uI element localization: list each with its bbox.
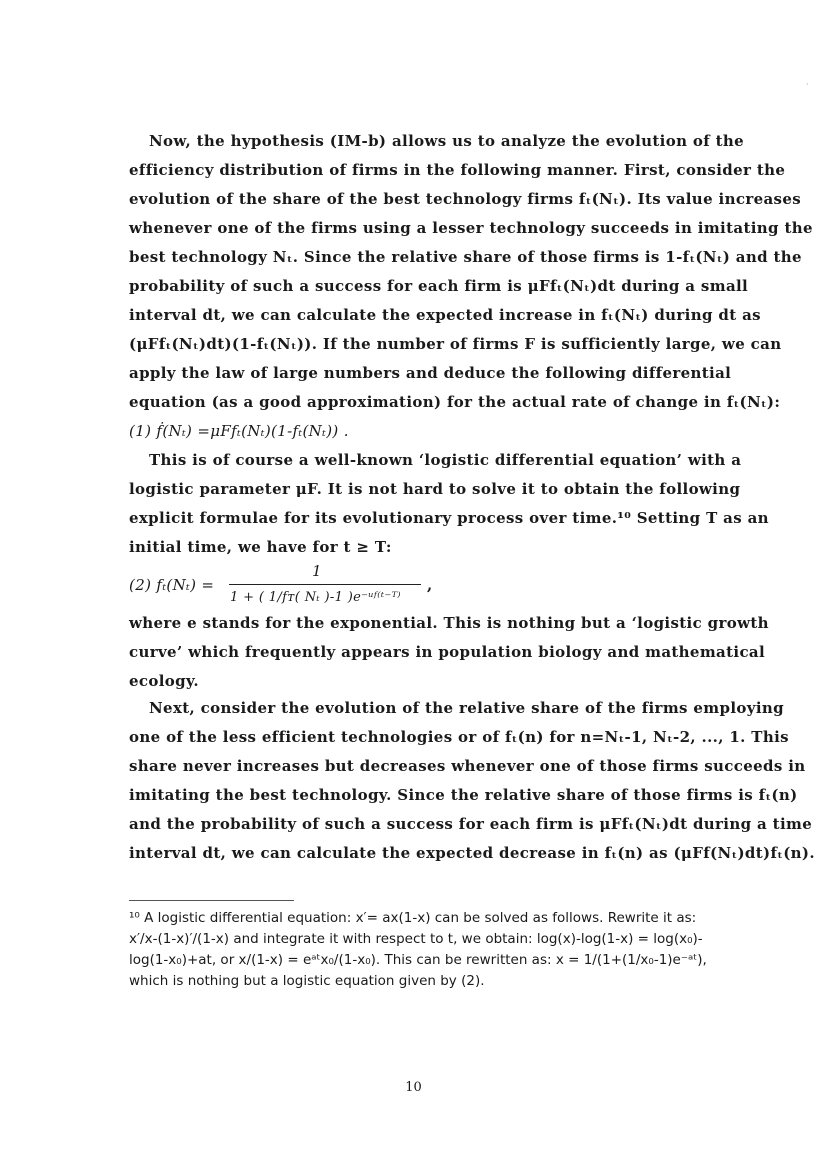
footnote-line: ¹⁰ A logistic differential equation: x′= ax(1-x) can be solved as follows. Rewrite it as: (129, 910, 697, 926)
scan-mark: · (806, 80, 809, 89)
text-line: whenever one of the firms using a lesser technology succeeds in imitating the (129, 219, 813, 237)
text-line: logistic parameter μF. It is not hard to solve it to obtain the following (129, 480, 741, 498)
paragraph-logistic-equation (129, 446, 769, 562)
equation-2-numerator: 1 (312, 562, 322, 580)
text-line: efficiency distribution of firms in the following manner. First, consider the (129, 161, 786, 179)
text-line: interval dt, we can calculate the expected decrease in fₜ(n) as (μFf(Nₜ)dt)fₜ(n). (129, 844, 815, 862)
text-line: share never increases but decreases whenever one of those firms succeeds in (129, 757, 806, 775)
footnote-line: log(1-x₀)+at, or x/(1-x) = eᵃᵗx₀/(1-x₀). This can be rewritten as: x = 1/(1+(1/x₀-1)e⁻ᵃᵗ), (129, 952, 707, 968)
text-line: This is of course a well-known ‘logistic differential equation’ with a (149, 451, 742, 469)
text-line: probability of such a success for each firm is μFfₜ(Nₜ)dt during a small (129, 277, 749, 295)
paragraph-evolution-best-technology (129, 127, 813, 446)
text-line: (μFfₜ(Nₜ)dt)(1-fₜ(Nₜ)). If the number of firms F is sufficiently large, we can (129, 335, 782, 353)
text-line: Now, the hypothesis (IM-b) allows us to analyze the evolution of the (149, 132, 745, 150)
text-line: imitating the best technology. Since the relative share of those firms is fₜ(n) (129, 786, 798, 804)
page-number: 10 (405, 1080, 422, 1095)
equation-1: (1) ḟ(Nₜ) =μFfₜ(Nₜ)(1-fₜ(Nₜ)) . (129, 422, 349, 440)
footnote-line: x′/x-(1-x)′/(1-x) and integrate it with respect to t, we obtain: log(x)-log(1-x) = log(x₀)- (129, 931, 703, 947)
equation-2-label: (2) fₜ(Nₜ) = (129, 576, 215, 594)
text-line: one of the less efficient technologies or of fₜ(n) for n=Nₜ-1, Nₜ-2, ..., 1. This (129, 728, 789, 746)
text-line: Next, consider the evolution of the relative share of the firms employing (149, 699, 784, 717)
footnote-line: which is nothing but a logistic equation given by (2). (129, 973, 485, 989)
text-line: apply the law of large numbers and deduce the following differential (129, 364, 732, 382)
text-line: explicit formulae for its evolutionary process over time.¹⁰ Setting T as an (129, 509, 769, 527)
footnote-separator (129, 900, 294, 901)
text-line: equation (as a good approximation) for the actual rate of change in fₜ(Nₜ): (129, 393, 781, 411)
text-line: evolution of the share of the best technology firms fₜ(Nₜ). Its value increases (129, 190, 802, 208)
paragraph-less-efficient-technologies (129, 694, 815, 868)
equation-2 (129, 553, 769, 609)
text-line: best technology Nₜ. Since the relative share of those firms is 1-fₜ(Nₜ) and the (129, 248, 802, 266)
text-line: where e stands for the exponential. This is nothing but a ‘logistic growth (129, 614, 769, 632)
footnote-10 (129, 908, 769, 992)
paragraph-logistic-growth-curve (129, 609, 769, 696)
text-line: curve’ which frequently appears in population biology and mathematical (129, 643, 766, 661)
equation-2-tail: , (427, 576, 433, 594)
equation-2-denominator: 1 + ( 1/fᴛ( Nₜ )-1 )e⁻ᵘᶠ⁽ᵗ⁻ᵀ⁾ (230, 590, 401, 605)
text-line: interval dt, we can calculate the expected increase in fₜ(Nₜ) during dt as (129, 306, 761, 324)
text-line: initial time, we have for t ≥ T: (129, 538, 392, 556)
text-line: and the probability of such a success for each firm is μFfₜ(Nₜ)dt during a time (129, 815, 813, 833)
text-line: ecology. (129, 672, 199, 690)
